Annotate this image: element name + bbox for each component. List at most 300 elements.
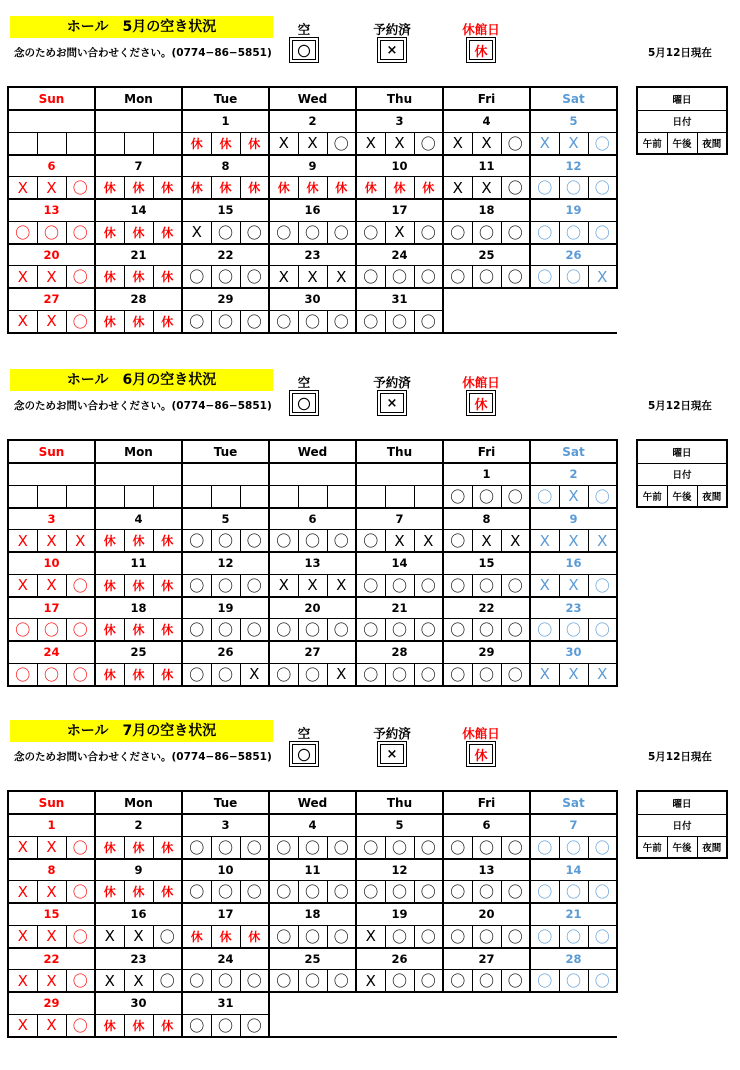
slot-cell: 〇 (530, 177, 559, 200)
slot-cell: 休 (95, 881, 124, 904)
slot-cell (269, 1014, 298, 1037)
slot-cell: 休 (414, 177, 443, 200)
legend-reserved-label: 予約済 (373, 22, 411, 37)
slot-cell: 〇 (472, 970, 501, 993)
date-row (8, 903, 617, 925)
slot-cell: 〇 (588, 925, 617, 948)
slot-cell (153, 485, 182, 508)
date-cell: 12 (530, 155, 617, 177)
slot-cell: 休 (298, 177, 327, 200)
date-cell: 5 (182, 508, 269, 530)
slot-cell (588, 310, 617, 333)
slot-cell: 休 (182, 177, 211, 200)
slot-cell: 〇 (414, 310, 443, 333)
slot-cell: 〇 (298, 619, 327, 642)
date-cell: 5 (530, 110, 617, 132)
slot-cell: 〇 (385, 925, 414, 948)
side-weekday-label: 曜日 (637, 87, 727, 110)
legend-reserved-box (377, 741, 407, 767)
weekday-thu: Thu (356, 440, 443, 463)
date-cell: 19 (182, 597, 269, 619)
slot-legend (636, 439, 728, 508)
slot-cell (298, 485, 327, 508)
slot-row (8, 485, 617, 508)
weekday-tue: Tue (182, 791, 269, 814)
date-cell: 22 (8, 948, 95, 970)
side-slot-row (637, 485, 727, 507)
legend-vacant-box (289, 37, 319, 63)
slot-cell: X (8, 1014, 37, 1037)
slot-cell: 〇 (501, 177, 530, 200)
month-section (0, 0, 740, 350)
legend-vacant-box (289, 741, 319, 767)
date-cell (8, 110, 95, 132)
legend-closed-box (466, 37, 496, 63)
slot-cell: 〇 (269, 970, 298, 993)
slot-cell: X (530, 530, 559, 553)
legend-vacant-symbol: 〇 (292, 40, 316, 60)
slot-cell: 〇 (443, 619, 472, 642)
slot-cell: 〇 (588, 177, 617, 200)
slot-cell: 〇 (298, 310, 327, 333)
weekday-wed: Wed (269, 791, 356, 814)
slot-cell (530, 310, 559, 333)
slot-cell: X (327, 266, 356, 289)
slot-cell (66, 132, 95, 155)
slot-row (8, 619, 617, 642)
date-cell: 1 (8, 814, 95, 836)
slot-cell: 〇 (327, 530, 356, 553)
calendar-grid (7, 86, 618, 334)
slot-cell: 〇 (501, 663, 530, 686)
date-cell: 15 (443, 552, 530, 574)
slot-cell: 〇 (559, 970, 588, 993)
date-cell: 26 (530, 244, 617, 266)
slot-cell: 休 (211, 132, 240, 155)
slot-cell: 〇 (559, 881, 588, 904)
slot-cell (559, 1014, 588, 1037)
slot-cell (443, 310, 472, 333)
date-cell: 30 (95, 992, 182, 1014)
date-cell: 4 (443, 110, 530, 132)
date-row (8, 199, 617, 221)
slot-cell: X (37, 970, 66, 993)
slot-cell: X (588, 663, 617, 686)
weekday-thu: Thu (356, 87, 443, 110)
as-of-date: 5月12日現在 (648, 751, 712, 763)
date-row (8, 948, 617, 970)
slot-cell: 〇 (182, 310, 211, 333)
legend-vacant-symbol: 〇 (292, 393, 316, 413)
side-date-row (637, 110, 727, 132)
date-cell: 14 (356, 552, 443, 574)
slot-cell: 休 (269, 177, 298, 200)
slot-cell: X (8, 881, 37, 904)
slot-cell: 〇 (559, 221, 588, 244)
slot-cell: 〇 (356, 619, 385, 642)
slot-cell: X (327, 574, 356, 597)
slot-cell: 〇 (414, 574, 443, 597)
slot-cell: 〇 (269, 221, 298, 244)
slot-cell: 〇 (356, 881, 385, 904)
slot-cell: 〇 (501, 836, 530, 859)
slot-cell (37, 132, 66, 155)
date-row (8, 244, 617, 266)
slot-cell: 〇 (501, 266, 530, 289)
side-date-label: 日付 (637, 110, 727, 132)
date-cell: 21 (530, 903, 617, 925)
legend-reserved-box (377, 37, 407, 63)
weekday-mon: Mon (95, 440, 182, 463)
date-cell: 24 (182, 948, 269, 970)
slot-cell (414, 1014, 443, 1037)
slot-cell: 〇 (240, 970, 269, 993)
side-night-label: 夜間 (697, 132, 727, 154)
side-date-label: 日付 (637, 463, 727, 485)
slot-cell (356, 1014, 385, 1037)
calendar-grid (7, 439, 618, 687)
slot-cell: X (124, 970, 153, 993)
slot-cell: X (356, 132, 385, 155)
slot-cell: X (95, 925, 124, 948)
slot-cell: 〇 (240, 574, 269, 597)
slot-cell: 休 (211, 177, 240, 200)
side-weekday-row (637, 440, 727, 463)
date-cell: 25 (443, 244, 530, 266)
slot-cell: X (530, 132, 559, 155)
slot-row (8, 574, 617, 597)
weekday-wed: Wed (269, 87, 356, 110)
slot-cell (356, 485, 385, 508)
slot-cell: 休 (95, 310, 124, 333)
slot-cell: 〇 (530, 925, 559, 948)
slot-cell: X (559, 663, 588, 686)
slot-cell: 〇 (182, 619, 211, 642)
slot-cell: 〇 (501, 485, 530, 508)
legend-closed-label: 休館日 (462, 726, 500, 741)
slot-cell: X (37, 925, 66, 948)
slot-cell: 休 (124, 266, 153, 289)
slot-cell: X (327, 663, 356, 686)
date-cell: 27 (443, 948, 530, 970)
date-cell: 31 (356, 288, 443, 310)
slot-cell: 休 (124, 663, 153, 686)
legend-closed-label: 休館日 (462, 22, 500, 37)
side-weekday-label: 曜日 (637, 440, 727, 463)
slot-cell: 〇 (269, 530, 298, 553)
slot-cell (530, 1014, 559, 1037)
date-row (8, 288, 617, 310)
date-cell (530, 992, 617, 1014)
slot-cell: 〇 (530, 619, 559, 642)
weekday-sun: Sun (8, 791, 95, 814)
weekday-sat: Sat (530, 87, 617, 110)
legend-vacant-label: 空 (297, 726, 311, 741)
slot-legend (636, 86, 728, 155)
date-cell: 13 (443, 859, 530, 881)
slot-cell: 休 (95, 266, 124, 289)
as-of-date: 5月12日現在 (648, 47, 712, 59)
date-cell: 22 (182, 244, 269, 266)
date-row (8, 508, 617, 530)
slot-cell: 〇 (153, 925, 182, 948)
slot-cell: X (530, 663, 559, 686)
slot-cell: 〇 (501, 925, 530, 948)
slot-cell: X (443, 177, 472, 200)
side-date-row (637, 463, 727, 485)
slot-cell: 休 (240, 177, 269, 200)
slot-cell: 〇 (385, 663, 414, 686)
slot-cell: 〇 (501, 881, 530, 904)
slot-cell: 休 (327, 177, 356, 200)
slot-cell: 休 (124, 177, 153, 200)
slot-cell: 〇 (588, 970, 617, 993)
side-am-label: 午前 (637, 132, 667, 154)
slot-cell: 〇 (414, 132, 443, 155)
slot-cell: 〇 (559, 266, 588, 289)
date-cell: 4 (95, 508, 182, 530)
date-cell: 21 (356, 597, 443, 619)
slot-cell: 〇 (182, 266, 211, 289)
slot-cell: 休 (95, 221, 124, 244)
slot-cell: 〇 (37, 221, 66, 244)
slot-cell (8, 132, 37, 155)
slot-cell (327, 1014, 356, 1037)
slot-cell: 〇 (66, 663, 95, 686)
slot-cell: 〇 (269, 663, 298, 686)
slot-cell: X (385, 221, 414, 244)
date-cell: 15 (182, 199, 269, 221)
slot-cell: 〇 (66, 619, 95, 642)
slot-cell: 休 (356, 177, 385, 200)
legend-reserved-label: 予約済 (373, 375, 411, 390)
date-row (8, 641, 617, 663)
slot-cell: 〇 (211, 530, 240, 553)
date-cell: 17 (182, 903, 269, 925)
date-cell: 20 (443, 903, 530, 925)
slot-cell: 〇 (472, 485, 501, 508)
slot-cell: 〇 (356, 266, 385, 289)
slot-cell: X (530, 574, 559, 597)
legend-vacant-label: 空 (297, 22, 311, 37)
side-pm-label: 午後 (667, 836, 697, 858)
legend-closed-box (466, 741, 496, 767)
slot-cell: 〇 (8, 663, 37, 686)
legend-reserved-symbol: × (380, 393, 404, 413)
side-am-label: 午前 (637, 836, 667, 858)
date-cell: 20 (8, 244, 95, 266)
date-cell: 3 (182, 814, 269, 836)
date-cell: 16 (95, 903, 182, 925)
slot-cell: X (588, 530, 617, 553)
slot-cell: 休 (124, 881, 153, 904)
slot-cell: 〇 (588, 485, 617, 508)
slot-cell: 〇 (385, 970, 414, 993)
date-cell: 15 (8, 903, 95, 925)
slot-cell: 〇 (211, 619, 240, 642)
weekday-sat: Sat (530, 440, 617, 463)
date-cell (95, 463, 182, 485)
date-cell: 13 (269, 552, 356, 574)
slot-row (8, 177, 617, 200)
date-cell: 6 (443, 814, 530, 836)
slot-cell: 〇 (182, 530, 211, 553)
slot-cell: 〇 (530, 836, 559, 859)
date-cell: 21 (95, 244, 182, 266)
slot-row (8, 881, 617, 904)
date-cell: 19 (356, 903, 443, 925)
date-row (8, 814, 617, 836)
slot-cell: 〇 (559, 836, 588, 859)
slot-cell: 休 (95, 574, 124, 597)
date-cell: 1 (443, 463, 530, 485)
slot-cell (269, 485, 298, 508)
slot-cell: 〇 (443, 266, 472, 289)
date-cell: 22 (443, 597, 530, 619)
slot-cell: 〇 (298, 663, 327, 686)
slot-row (8, 266, 617, 289)
slot-cell (385, 1014, 414, 1037)
date-cell: 25 (95, 641, 182, 663)
slot-cell: 〇 (385, 881, 414, 904)
slot-cell: 〇 (37, 619, 66, 642)
date-cell: 19 (530, 199, 617, 221)
side-pm-label: 午後 (667, 485, 697, 507)
slot-cell: 休 (153, 221, 182, 244)
slot-cell: 〇 (443, 836, 472, 859)
legend-reserved-symbol: × (380, 40, 404, 60)
date-cell: 18 (95, 597, 182, 619)
date-cell: 24 (356, 244, 443, 266)
date-cell: 29 (443, 641, 530, 663)
slot-cell: 〇 (66, 836, 95, 859)
slot-cell: 〇 (443, 881, 472, 904)
slot-cell: 休 (240, 132, 269, 155)
legend-reserved-label: 予約済 (373, 726, 411, 741)
slot-cell: 〇 (501, 970, 530, 993)
slot-cell (95, 132, 124, 155)
slot-cell: X (182, 221, 211, 244)
weekday-fri: Fri (443, 440, 530, 463)
slot-cell: 〇 (443, 485, 472, 508)
date-cell (443, 288, 530, 310)
date-cell (443, 992, 530, 1014)
slot-cell: X (501, 530, 530, 553)
slot-cell: 〇 (443, 574, 472, 597)
slot-cell: 休 (153, 1014, 182, 1037)
slot-cell: 〇 (182, 1014, 211, 1037)
month-section (0, 353, 740, 703)
slot-cell: X (37, 530, 66, 553)
slot-cell: X (8, 574, 37, 597)
side-slot-row (637, 836, 727, 858)
date-cell: 5 (356, 814, 443, 836)
slot-cell: 〇 (211, 970, 240, 993)
slot-cell: 〇 (501, 221, 530, 244)
slot-cell: 〇 (530, 266, 559, 289)
slot-cell: X (37, 177, 66, 200)
slot-row (8, 1014, 617, 1037)
date-cell: 2 (269, 110, 356, 132)
slot-cell: X (8, 177, 37, 200)
slot-cell: 〇 (182, 836, 211, 859)
side-slot-row (637, 132, 727, 154)
legend-closed-box (466, 390, 496, 416)
slot-cell (501, 1014, 530, 1037)
slot-cell: 〇 (414, 266, 443, 289)
date-row (8, 859, 617, 881)
date-cell: 28 (95, 288, 182, 310)
slot-cell: 休 (182, 132, 211, 155)
slot-cell: 〇 (472, 619, 501, 642)
slot-cell: 〇 (588, 574, 617, 597)
slot-cell: 〇 (211, 1014, 240, 1037)
side-pm-label: 午後 (667, 132, 697, 154)
slot-cell: 〇 (327, 970, 356, 993)
slot-cell: X (8, 925, 37, 948)
date-cell: 25 (269, 948, 356, 970)
slot-cell: 休 (153, 530, 182, 553)
slot-cell (559, 310, 588, 333)
slot-cell: 〇 (269, 310, 298, 333)
slot-cell: 〇 (66, 925, 95, 948)
weekday-fri: Fri (443, 87, 530, 110)
slot-cell: 〇 (443, 221, 472, 244)
weekday-header-row (8, 791, 617, 814)
slot-cell: 休 (124, 310, 153, 333)
date-cell (269, 463, 356, 485)
side-date-row (637, 814, 727, 836)
slot-cell: 〇 (530, 970, 559, 993)
date-cell: 2 (95, 814, 182, 836)
slot-cell: 〇 (443, 663, 472, 686)
date-cell: 30 (530, 641, 617, 663)
date-cell: 23 (530, 597, 617, 619)
legend-closed-symbol: 休 (469, 393, 493, 413)
contact-note: 念のためお問い合わせください。(0774−86−5851) (14, 47, 272, 59)
date-cell: 10 (8, 552, 95, 574)
slot-cell: 〇 (588, 132, 617, 155)
weekday-thu: Thu (356, 791, 443, 814)
slot-legend (636, 790, 728, 859)
date-cell: 23 (95, 948, 182, 970)
slot-cell: 〇 (356, 836, 385, 859)
slot-cell: 休 (95, 619, 124, 642)
slot-cell: 休 (124, 574, 153, 597)
side-date-label: 日付 (637, 814, 727, 836)
slot-cell: 休 (124, 221, 153, 244)
slot-cell: X (37, 836, 66, 859)
date-cell: 16 (530, 552, 617, 574)
side-weekday-row (637, 87, 727, 110)
slot-row (8, 221, 617, 244)
slot-cell: 休 (95, 836, 124, 859)
slot-cell: 休 (153, 836, 182, 859)
slot-cell: 〇 (472, 881, 501, 904)
slot-cell: 〇 (414, 221, 443, 244)
slot-cell: 休 (182, 925, 211, 948)
slot-cell: 〇 (182, 574, 211, 597)
month-title: ホール 5月の空き状況 (10, 16, 273, 38)
date-cell: 12 (356, 859, 443, 881)
slot-cell: 〇 (66, 881, 95, 904)
side-night-label: 夜間 (697, 485, 727, 507)
slot-cell: X (472, 177, 501, 200)
date-cell: 9 (530, 508, 617, 530)
slot-cell: 〇 (211, 221, 240, 244)
as-of-date: 5月12日現在 (648, 400, 712, 412)
weekday-sat: Sat (530, 791, 617, 814)
